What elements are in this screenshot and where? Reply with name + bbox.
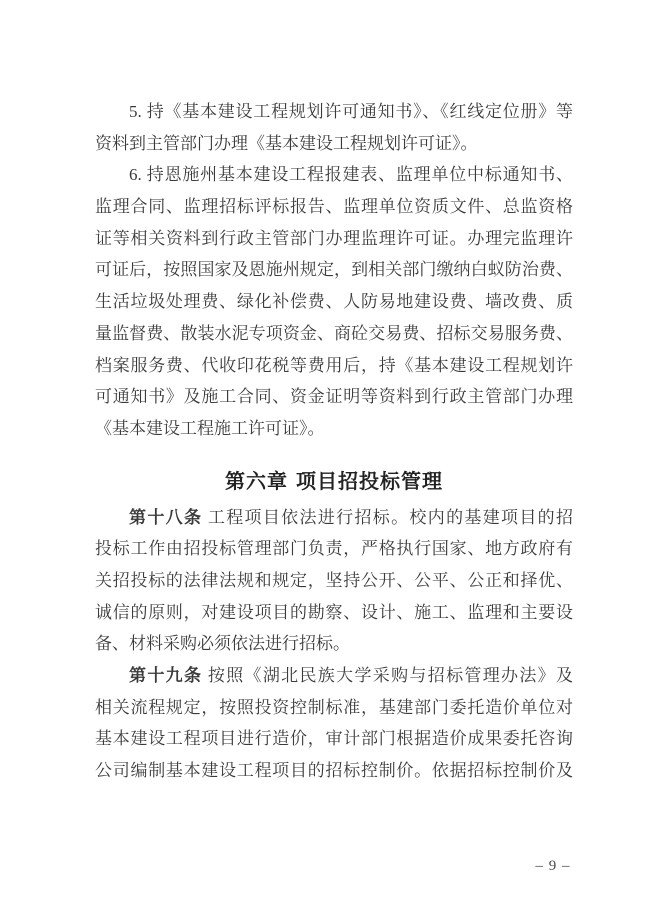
document-body bbox=[95, 96, 573, 787]
text-line bbox=[95, 502, 573, 534]
text-line bbox=[95, 413, 573, 445]
text-run: 工程项目依法进行招标。校内的基建项目的招 bbox=[202, 507, 573, 527]
text-line bbox=[95, 660, 573, 692]
text-run: 可通知书》及施工合同、资金证明等资料到行政主管部门办理 bbox=[95, 387, 573, 407]
paragraph bbox=[95, 96, 573, 159]
text-line bbox=[95, 597, 573, 629]
text-run: 量监督费、散装水泥专项资金、商砼交易费、招标交易服务费、 bbox=[95, 323, 573, 343]
text-run: 证等相关资料到行政主管部门办理监理许可证。办理完监理许 bbox=[95, 228, 573, 248]
text-run: 监理合同、监理招标评标报告、监理单位资质文件、总监资格 bbox=[95, 197, 573, 217]
text-line bbox=[95, 381, 573, 413]
text-line bbox=[95, 723, 573, 755]
text-line bbox=[95, 223, 573, 255]
text-line bbox=[95, 318, 573, 350]
text-run: 6. 持恩施州基本建设工程报建表、监理单位中标通知书、 bbox=[129, 165, 573, 185]
text-line bbox=[95, 191, 573, 223]
text-run: 投标工作由招投标管理部门负责，严格执行国家、地方政府有 bbox=[95, 539, 573, 559]
text-line bbox=[95, 755, 573, 787]
text-line bbox=[95, 96, 573, 128]
text-run: 诚信的原则，对建设项目的勘察、设计、施工、监理和主要设 bbox=[95, 602, 573, 622]
text-run: 基本建设工程项目进行造价，审计部门根据造价成果委托咨询 bbox=[95, 729, 573, 749]
paragraph bbox=[95, 159, 573, 444]
text-run: 档案服务费、代收印花税等费用后，持《基本建设工程规划许 bbox=[95, 355, 573, 375]
paragraph bbox=[95, 660, 573, 787]
text-run: 《基本建设工程施工许可证》。 bbox=[95, 418, 325, 438]
text-run: 可证后，按照国家及恩施州规定，到相关部门缴纳白蚁防治费、 bbox=[95, 260, 573, 280]
article-number: 第十八条 bbox=[129, 507, 203, 527]
text-line bbox=[95, 565, 573, 597]
text-line bbox=[95, 533, 573, 565]
text-line bbox=[95, 350, 573, 382]
page-number: – 9 – bbox=[535, 858, 571, 874]
text-run: 关招投标的法律法规和规定，坚持公开、公平、公正和择优、 bbox=[95, 570, 573, 590]
text-line bbox=[95, 692, 573, 724]
text-run: 备、材料采购必须依法进行招标。 bbox=[95, 634, 350, 654]
article-number: 第十九条 bbox=[129, 666, 203, 685]
text-run: 资料到主管部门办理《基本建设工程规划许可证》。 bbox=[95, 133, 478, 153]
text-line bbox=[95, 254, 573, 286]
text-run: 公司编制基本建设工程项目的招标控制价。依据招标控制价及 bbox=[95, 761, 573, 781]
chapter-heading: 第六章 项目招投标管理 bbox=[225, 468, 443, 493]
text-line bbox=[95, 628, 573, 660]
text-run: 相关流程规定，按照投资控制标准，基建部门委托造价单位对 bbox=[95, 697, 573, 717]
paragraph bbox=[95, 502, 573, 660]
text-line bbox=[95, 286, 573, 318]
text-line bbox=[95, 128, 573, 160]
text-run: 按照《湖北民族大学采购与招标管理办法》及 bbox=[202, 666, 573, 685]
text-line bbox=[95, 159, 573, 191]
text-run: 5. 持《基本建设工程规划许可通知书》、《红线定位册》等 bbox=[129, 102, 573, 121]
text-run: 生活垃圾处理费、绿化补偿费、人防易地建设费、墙改费、质 bbox=[95, 292, 573, 312]
